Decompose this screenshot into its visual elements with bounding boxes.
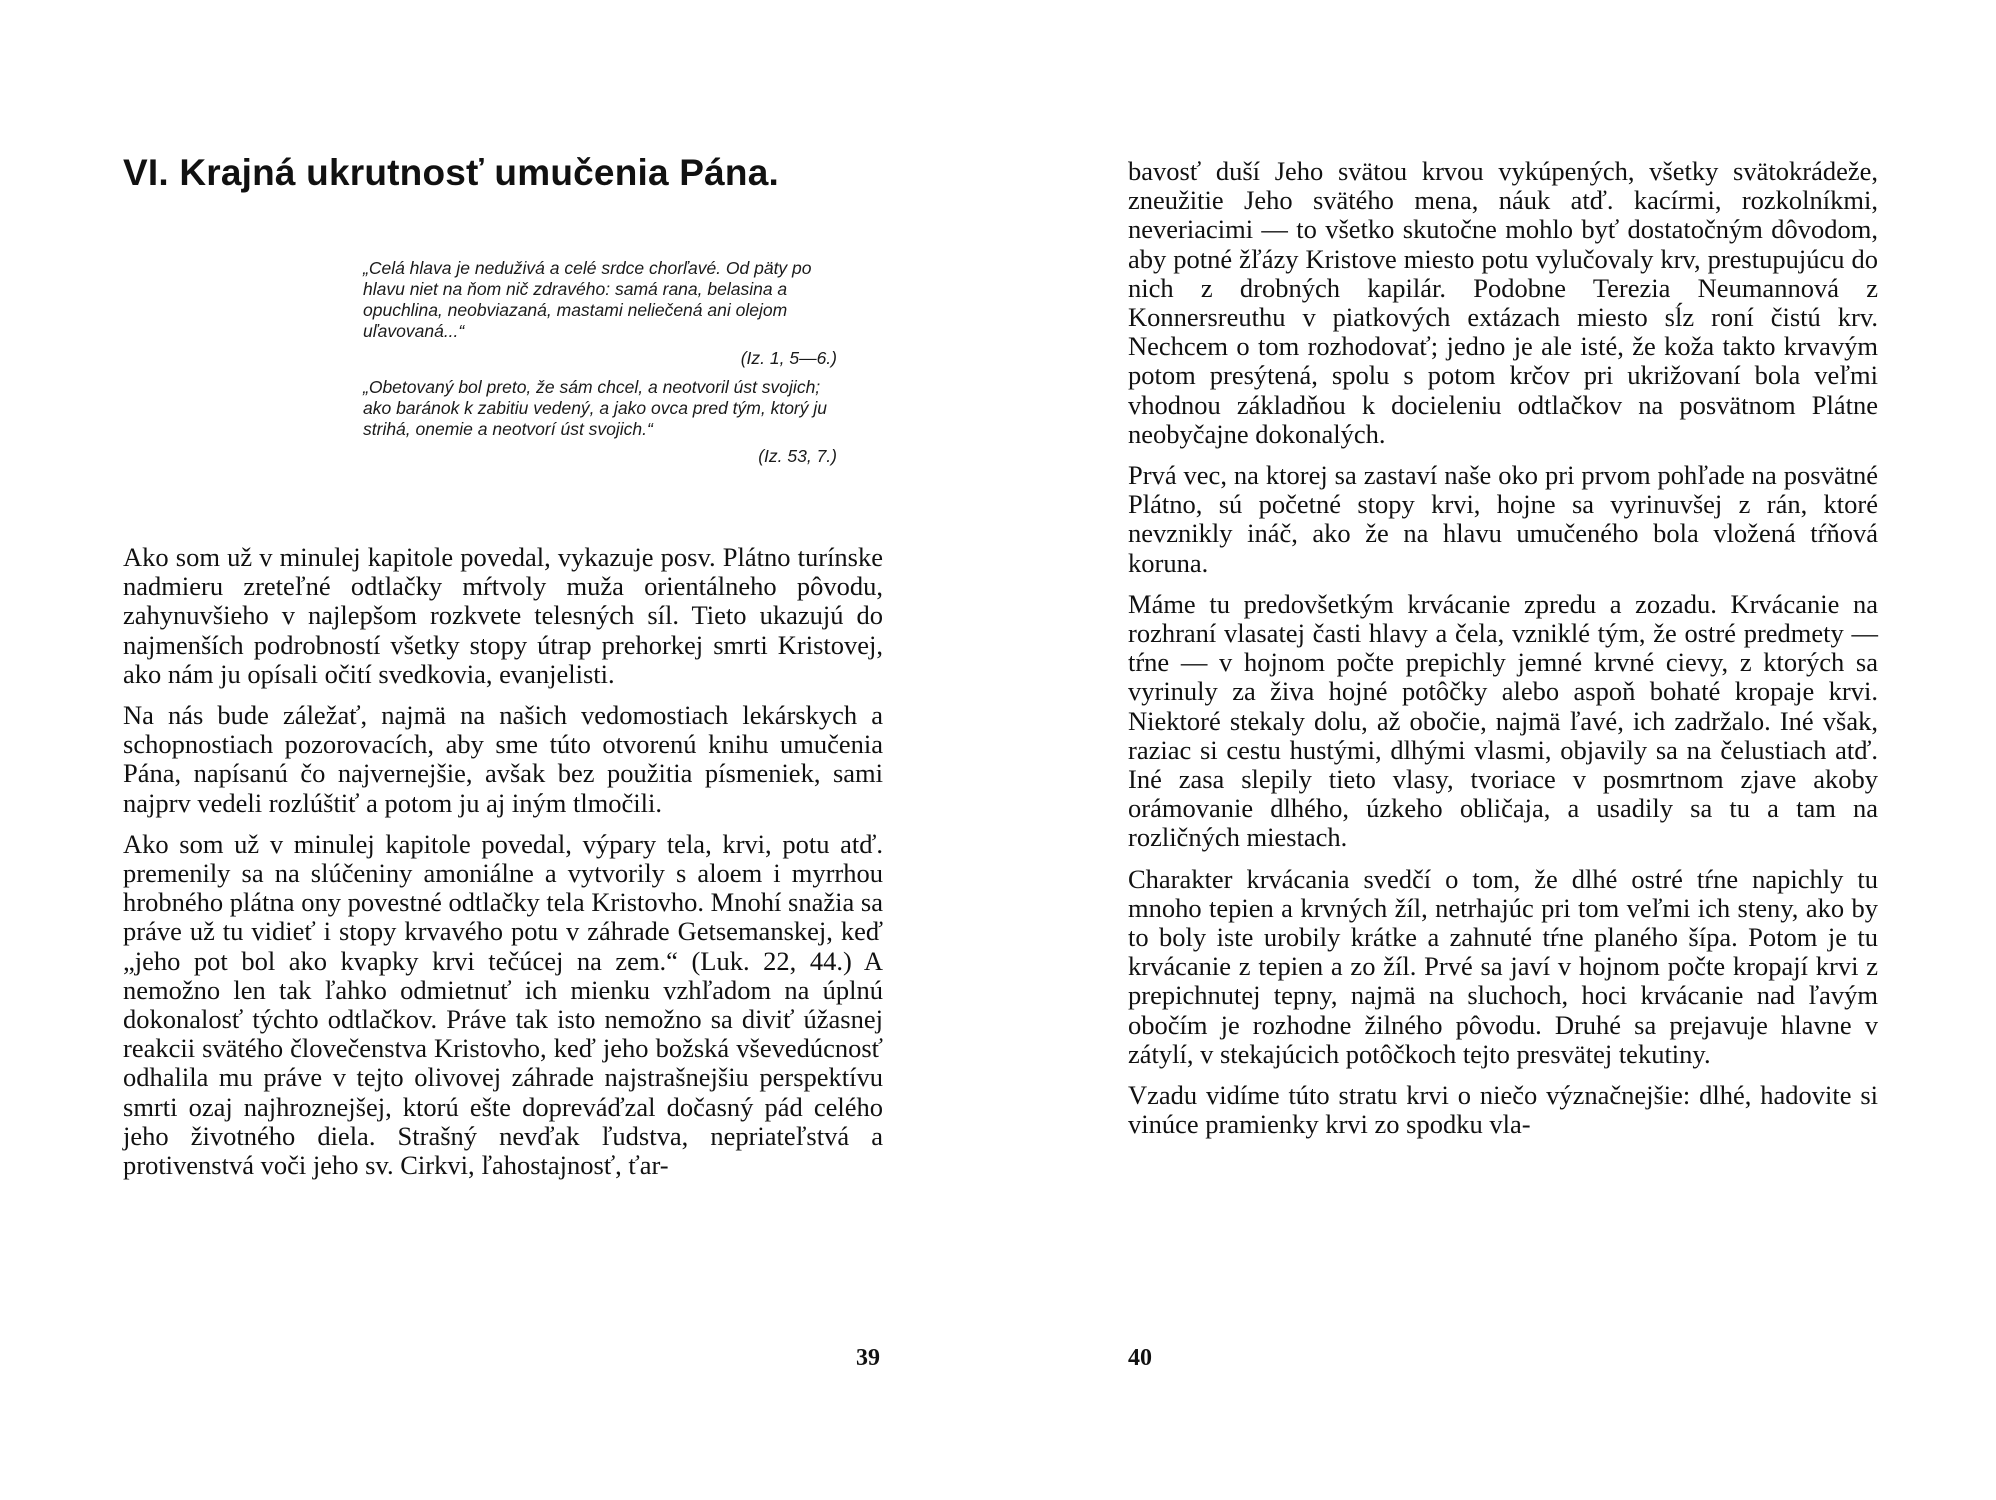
- paragraph: bavosť duší Jeho svätou krvou vykúpených, všetky svätokrádeže, zneužitie Jeho svätého mena, náuk atď. kacírmi, rozkolníkmi, neveriacimi — to všetko skutočne mohlo byť dostatočným dôvodom, aby potné žľázy Kristove miesto potu vylučovaly krv, prestupujúcu do nich z drobných kapilár. Podobne Terezia Neumannová z Konnersreuthu v piatkových extázach miesto sĺz roní čistú krv. Nechcem o tom rozhodovať; jedno je ale isté, že koža takto krvavým potom presýtená, spolu s potom krčov pri ukrižovaní bola veľmi vhodnou základňou k docieleniu odtlačkov na posvätnom Plátne neobyčajne dokonalých.: [1128, 156, 1878, 449]
- page-number: 40: [1128, 1345, 1152, 1371]
- epigraphs: [363, 258, 839, 475]
- paragraph: Charakter krvácania svedčí o tom, že dlhé ostré tŕne napichly tu mnoho tepien a krvných žíl, netrhajúc pri tom veľmi ich steny, ako by to boly iste urobily krátke a zahnuté tŕne planého šípa. Potom je tu krvácanie z tepien a zo žíl. Prvé sa javí v hojnom počte kropají krvi z prepichnutej tepny, najmä na sluchoch, hoci krvácanie nad ľavým obočím je rozhodne žilného pôvodu. Druhé sa prejavuje hlavne v zátylí, v stekajúcich potôčkoch tejto presvätej tekutiny.: [1128, 863, 1878, 1069]
- paragraph: Ako som už v minulej kapitole povedal, vykazuje posv. Plátno turínske nadmieru zreteľné odtlačky mŕtvoly muža orientálneho pôvodu, zahynuvšieho v najlepšom rozkvete telesných síl. Tieto ukazujú do najmenších podrobností všetky stopy útrap prehorkej smrti Kristovej, ako nám ju opísali očití svedkovia, evanjelisti.: [123, 542, 883, 689]
- paragraph: Máme tu predovšetkým krvácanie zpredu a zozadu. Krvácanie na rozhraní vlasatej časti hlavy a čela, vzniklé tým, že ostré predmety — tŕne — v hojnom počte prepichly jemné krvné cievy, z ktorých sa vyrinuly za živa hojné potôčky alebo aspoň bohaté kropaje krvi. Niektoré stekaly dolu, až obočie, najmä ľavé, ich zadržalo. Iné však, raziac si cestu hustými, dlhými vlasmi, objavily sa na čelustiach atď. Iné zasa slepily tieto vlasy, tvoriace v posmrtnom zjave akoby orámovanie dlhého, úzkeho obličaja, a usadily sa tu a tam na rozličných miestach.: [1128, 588, 1878, 853]
- paragraph: Prvá vec, na ktorej sa zastaví naše oko pri prvom pohľade na posvätné Plátno, sú početné stopy krvi, hojne sa vyrinuvšej z rán, ktoré nevznikly ináč, ako že na hlavu umučeného bola vložená tŕňová koruna.: [1128, 460, 1878, 578]
- right-page-body: [1128, 157, 1878, 1152]
- paragraph: Ako som už v minulej kapitole povedal, výpary tela, krvi, potu atď. premenily sa na slúčeniny amoniálne a vytvorily s aloem i myrrhou hrobného plátna ony povestné odtlačky tela Kristovho. Mnohí snažia sa práve už tu vidieť i stopy krvavého potu v záhrade Getsemanskej, keď „jeho pot bol ako kvapky krvi tečúcej na zem.“ (Luk. 22, 44.) A nemožno len tak ľahko odmietnuť ich mienku vzhľadom na úplnú dokonalosť týchto odtlačkov. Práve tak isto nemožno sa diviť úžasnej reakcii svätého človečenstva Kristovho, keď jeho božská vševedúcnosť odhalila mu práve v tejto olivovej záhrade najstrašnejšiu perspektívu smrti ozaj najhroznejšej, ktorú ešte dopreváďzal dočasný pád celého jeho životného diela. Strašný nevďak ľudstva, nepriateľstvá a protivenstvá voči jeho sv. Cirkvi, ľahostajnosť, ťar-: [123, 828, 883, 1181]
- page-number: 39: [856, 1345, 880, 1371]
- epigraph-quote: „Obetovaný bol preto, že sám chcel, a neotvoril úst svojich; ako baránok k zabitiu vedený, a jako ovca pred tým, ktorý ju strihá, onemie a neotvorí úst svojich.“: [363, 377, 827, 439]
- paragraph: Vzadu vidíme túto stratu krvi o niečo význačnejšie: dlhé, hadovite si vinúce pramienky krvi zo spodku vla-: [1128, 1080, 1878, 1140]
- left-page-body: [123, 543, 883, 1192]
- epigraph-source: (Iz. 53, 7.): [758, 446, 837, 466]
- epigraph-quote: „Celá hlava je neduživá a celé srdce chorľavé. Od päty po hlavu niet na ňom nič zdravého: samá rana, belasina a opuchlina, neobviazaná, mastami neliečená ani olejom uľavovaná...“: [363, 258, 812, 341]
- chapter-title: VI. Krajná ukrutnosť umučenia Pána.: [123, 152, 779, 193]
- epigraph-source: (Iz. 1, 5—6.): [740, 348, 837, 368]
- paragraph: Na nás bude záležať, najmä na našich vedomostiach lekárskych a schopnostiach pozorovacích, aby sme túto otvorenú knihu umučenia Pána, napísanú čo najvernejšie, avšak bez použitia písmeniek, sami najprv vedeli rozlúštiť a potom ju aj iným tlmočili.: [123, 700, 883, 818]
